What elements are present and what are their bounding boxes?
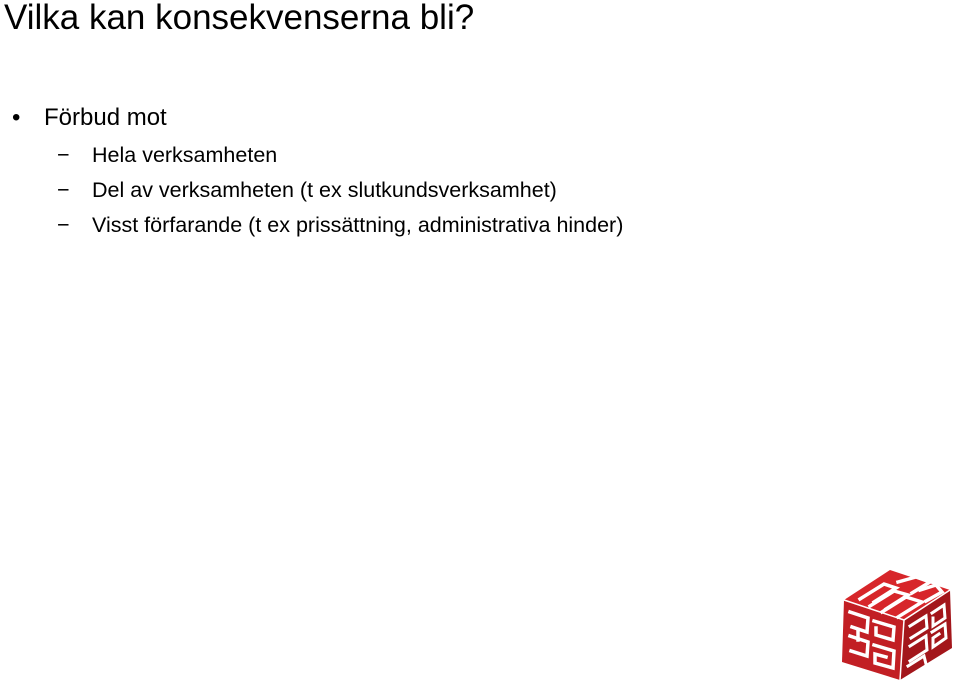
dash-icon: − [57, 143, 70, 167]
slide-title: Vilka kan konsekvenserna bli? [4, 0, 475, 37]
bullet-text: Förbud mot [44, 104, 167, 131]
sub-bullet-text: Visst förfarande (t ex prissättning, administrativa hinder) [92, 213, 624, 237]
bullet-list [0, 98, 940, 243]
sub-bullet-text: Hela verksamheten [92, 143, 278, 167]
dash-icon: − [57, 178, 70, 202]
dash-icon: − [57, 213, 70, 237]
bullet-dot-icon: • [12, 104, 21, 131]
sub-bullet-item [0, 208, 940, 243]
bullet-item [0, 98, 940, 138]
sub-bullet-item [0, 138, 940, 173]
maze-cube-logo-icon [838, 568, 956, 682]
sub-bullet-text: Del av verksamheten (t ex slutkundsverksamhet) [92, 178, 557, 202]
sub-bullet-item [0, 173, 940, 208]
